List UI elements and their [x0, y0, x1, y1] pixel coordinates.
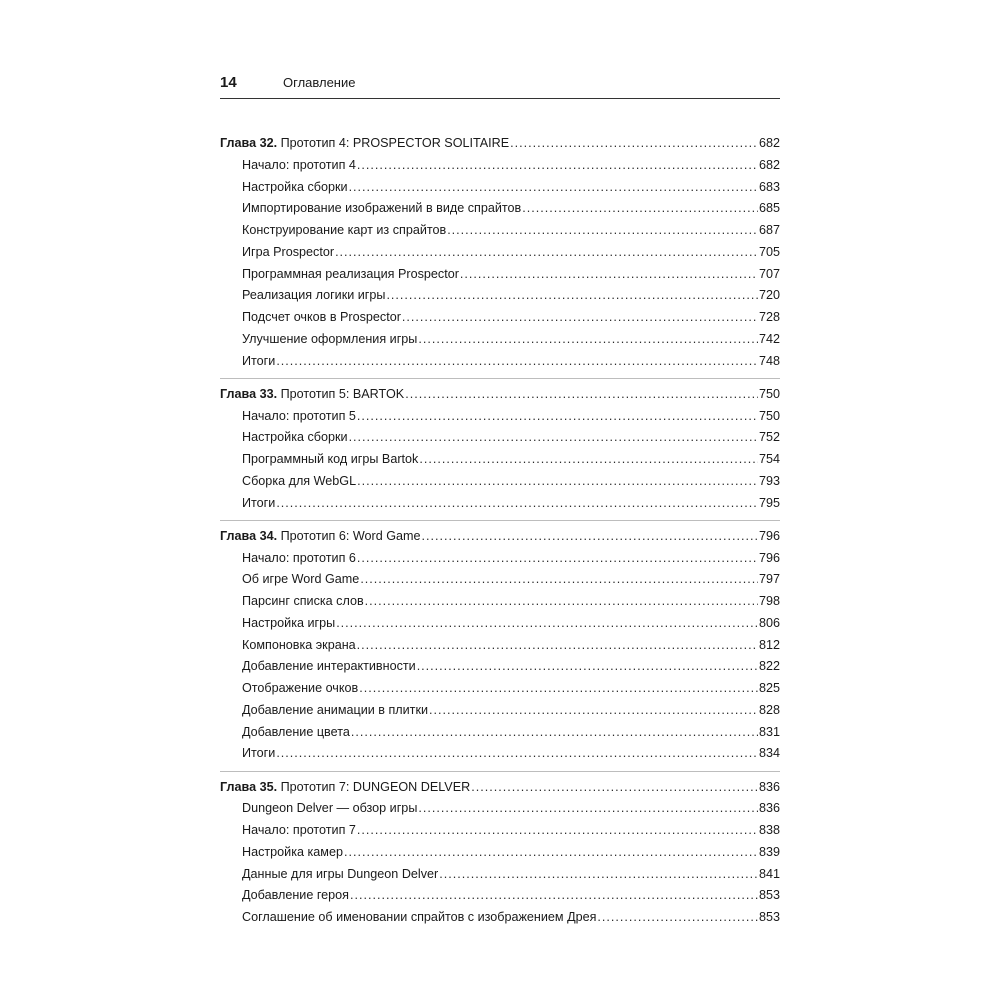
page-ref: 742 — [758, 331, 780, 346]
dot-leader — [471, 777, 758, 799]
toc-entry[interactable] — [220, 907, 780, 929]
chapter-heading[interactable] — [220, 777, 780, 799]
page-ref: 838 — [758, 823, 780, 837]
chapter-33 — [220, 378, 780, 515]
page-ref: 836 — [758, 801, 780, 816]
toc-entry[interactable] — [220, 427, 780, 449]
page-ref: 750 — [758, 386, 780, 401]
page-ref: 831 — [758, 724, 780, 739]
page-ref: 797 — [758, 572, 780, 587]
section-title: Парсинг списка слов — [242, 594, 364, 608]
dot-leader — [335, 242, 758, 264]
page-ref: 750 — [758, 408, 780, 423]
page-header — [220, 74, 780, 99]
toc-entry[interactable] — [220, 155, 780, 177]
page-ref: 793 — [758, 473, 780, 488]
page-ref: 685 — [758, 201, 780, 216]
page-number: 14 — [220, 74, 237, 91]
toc-entry[interactable] — [220, 842, 780, 864]
page-ref: 754 — [758, 452, 780, 466]
dot-leader — [597, 907, 758, 929]
section-title: Начало: прототип 7 — [242, 823, 356, 837]
section-title: Добавление анимации в плитки — [242, 702, 428, 717]
dot-leader — [357, 820, 758, 842]
page-ref: 682 — [758, 136, 780, 150]
toc-entry[interactable] — [220, 700, 780, 722]
book-page — [220, 74, 780, 934]
dot-leader — [422, 526, 758, 548]
dot-leader — [357, 155, 758, 177]
chapter-number: Глава 33. — [220, 386, 278, 401]
dot-leader — [522, 198, 758, 220]
page-ref: 796 — [758, 528, 780, 543]
dot-leader — [510, 133, 758, 155]
dot-leader — [357, 471, 758, 493]
toc-entry[interactable] — [220, 449, 780, 471]
chapter-heading[interactable] — [220, 526, 780, 548]
page-ref: 853 — [758, 888, 780, 903]
toc-entry[interactable] — [220, 493, 780, 515]
section-title: Соглашение об именовании спрайтов с изображением Дрея — [242, 910, 597, 924]
section-title: Игра Prospector — [242, 244, 335, 259]
running-title: Оглавление — [283, 75, 356, 90]
table-of-contents — [220, 133, 780, 929]
toc-entry[interactable] — [220, 678, 780, 700]
page-ref: 728 — [758, 310, 780, 324]
page-ref: 806 — [758, 615, 780, 630]
section-title: Данные для игры Dungeon Delver — [242, 866, 439, 881]
page-ref: 683 — [758, 179, 780, 194]
dot-leader — [419, 449, 758, 471]
page-ref: 836 — [758, 779, 780, 794]
section-title: Добавление цвета — [242, 724, 350, 739]
toc-entry[interactable] — [220, 798, 780, 820]
page-ref: 720 — [758, 288, 780, 303]
toc-entry[interactable] — [220, 285, 780, 307]
page-ref: 841 — [758, 866, 780, 881]
dot-leader — [418, 798, 758, 820]
section-title: Начало: прототип 6 — [242, 550, 356, 565]
section-title: Сборка для WebGL — [242, 473, 357, 488]
section-title: Итоги — [242, 353, 276, 368]
toc-entry[interactable] — [220, 351, 780, 373]
dot-leader — [360, 569, 758, 591]
section-title: Об игре Word Game — [242, 572, 360, 587]
page-ref: 682 — [758, 157, 780, 172]
toc-entry[interactable] — [220, 329, 780, 351]
dot-leader — [357, 548, 758, 570]
dot-leader — [350, 885, 758, 907]
section-title: Настройка сборки — [242, 179, 348, 194]
section-title: Отображение очков — [242, 681, 359, 695]
chapter-35 — [220, 771, 780, 929]
dot-leader — [357, 406, 758, 428]
page-ref: 812 — [758, 637, 780, 652]
toc-entry[interactable] — [220, 548, 780, 570]
dot-leader — [402, 307, 758, 329]
page-ref: 853 — [758, 910, 780, 924]
page-ref: 707 — [758, 266, 780, 281]
chapter-number: Глава 35. — [220, 779, 278, 794]
dot-leader — [429, 700, 758, 722]
section-title: Настройка камер — [242, 844, 343, 859]
section-title: Улучшение оформления игры — [242, 331, 418, 346]
section-title: Dungeon Delver — обзор игры — [242, 801, 418, 816]
dot-leader — [276, 351, 758, 373]
page-ref: 839 — [758, 844, 780, 859]
section-title: Подсчет очков в Prospector — [242, 310, 401, 324]
section-title: Настройка сборки — [242, 430, 348, 445]
section-title: Добавление героя — [242, 888, 349, 903]
toc-entry[interactable] — [220, 569, 780, 591]
toc-entry[interactable] — [220, 743, 780, 765]
toc-entry[interactable] — [220, 406, 780, 428]
toc-entry[interactable] — [220, 885, 780, 907]
chapter-title: Прототип 5: BARTOK — [277, 386, 405, 401]
toc-entry[interactable] — [220, 613, 780, 635]
toc-entry[interactable] — [220, 656, 780, 678]
dot-leader — [349, 177, 758, 199]
page-ref: 752 — [758, 430, 780, 445]
chapter-heading[interactable] — [220, 133, 780, 155]
dot-leader — [417, 656, 758, 678]
dot-leader — [439, 864, 758, 886]
dot-leader — [276, 493, 758, 515]
toc-entry[interactable] — [220, 242, 780, 264]
chapter-title: Прототип 6: Word Game — [277, 528, 421, 543]
page-ref: 834 — [758, 746, 780, 761]
dot-leader — [357, 635, 758, 657]
dot-leader — [405, 384, 758, 406]
chapter-34 — [220, 520, 780, 765]
section-title: Итоги — [242, 495, 276, 510]
section-title: Начало: прототип 5 — [242, 408, 356, 423]
section-title: Начало: прототип 4 — [242, 157, 356, 172]
dot-leader — [386, 285, 758, 307]
dot-leader — [344, 842, 758, 864]
dot-leader — [276, 743, 758, 765]
toc-entry[interactable] — [220, 264, 780, 286]
page-ref: 796 — [758, 550, 780, 565]
toc-entry[interactable] — [220, 864, 780, 886]
dot-leader — [365, 591, 758, 613]
toc-entry[interactable] — [220, 591, 780, 613]
dot-leader — [418, 329, 758, 351]
section-title: Итоги — [242, 746, 276, 761]
dot-leader — [351, 722, 758, 744]
chapter-number: Глава 34. — [220, 528, 278, 543]
toc-entry[interactable] — [220, 820, 780, 842]
toc-entry[interactable] — [220, 220, 780, 242]
toc-entry[interactable] — [220, 471, 780, 493]
page-ref: 798 — [758, 594, 780, 608]
section-title: Добавление интерактивности — [242, 659, 416, 674]
page-ref: 825 — [758, 681, 780, 695]
dot-leader — [349, 427, 758, 449]
section-title: Конструирование карт из спрайтов — [242, 223, 447, 237]
chapter-title: Прототип 4: PROSPECTOR SOLITAIRE — [277, 136, 510, 150]
toc-entry[interactable] — [220, 635, 780, 657]
toc-entry[interactable] — [220, 722, 780, 744]
page-ref: 748 — [758, 353, 780, 368]
dot-leader — [460, 264, 758, 286]
section-title: Компоновка экрана — [242, 637, 356, 652]
section-title: Программный код игры Bartok — [242, 452, 419, 466]
page-ref: 828 — [758, 702, 780, 717]
page-ref: 687 — [758, 223, 780, 237]
section-title: Настройка игры — [242, 615, 336, 630]
chapter-title: Прототип 7: DUNGEON DELVER — [277, 779, 471, 794]
chapter-32 — [220, 133, 780, 372]
dot-leader — [447, 220, 758, 242]
dot-leader — [359, 678, 758, 700]
toc-entry[interactable] — [220, 177, 780, 199]
page-ref: 795 — [758, 495, 780, 510]
page-ref: 822 — [758, 659, 780, 674]
dot-leader — [336, 613, 758, 635]
section-title: Программная реализация Prospector — [242, 266, 459, 281]
section-title: Импортирование изображений в виде спрайтов — [242, 201, 522, 216]
chapter-number: Глава 32. — [220, 136, 278, 150]
chapter-heading[interactable] — [220, 384, 780, 406]
page-ref: 705 — [758, 244, 780, 259]
section-title: Реализация логики игры — [242, 288, 386, 303]
toc-entry[interactable] — [220, 307, 780, 329]
toc-entry[interactable] — [220, 198, 780, 220]
